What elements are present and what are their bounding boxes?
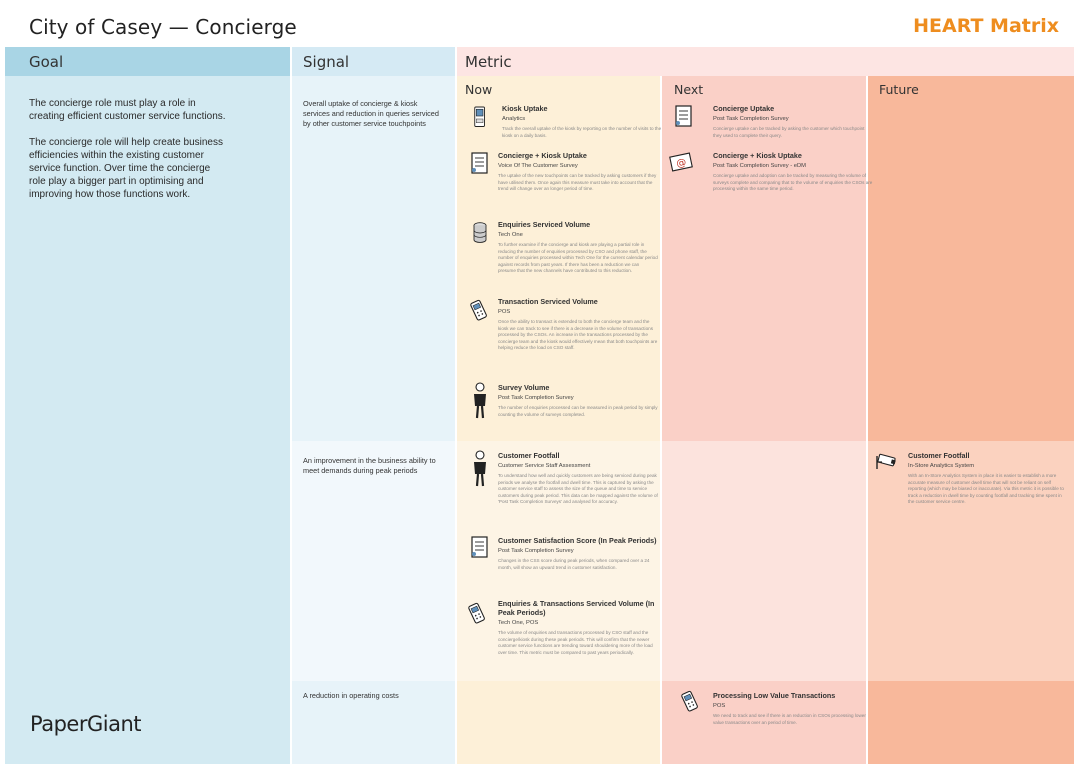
future-header: Future [879,82,919,97]
svg-text:@: @ [675,157,688,170]
metric-concierge-uptake [713,104,873,139]
metric-source: Analytics [502,116,526,122]
metric-enquiries-serviced-volume [498,220,658,275]
metric-source: POS [498,309,511,315]
metric-title: Customer Footfall [908,451,970,460]
metric-title: Enquiries & Transactions Serviced Volume (In Peak Periods) [498,599,655,617]
pos-terminal-icon [467,601,487,625]
kiosk-icon [470,104,490,128]
metric-title: Processing Low Value Transactions [713,691,836,700]
database-icon [470,221,490,245]
metric-customer-footfall-future [908,451,1068,506]
metric-description: The uptake of the new touchpoints can be tracked by asking customers if they have utilised them. Once again this measure must take into account that the trend will change over an longer period of time. [498,173,657,192]
metric-description: To further examine if the concierge and kiosk are playing a partial role in reducing the number of enquiries processed by CSO and phone staff, the number of enquiries processed within Tech One for the current calendar period against records from past years. If there has been a reduction we can presume that the new channels have contributed to this reduction. [498,242,658,274]
goal-description [29,97,229,214]
signal-header: Signal [303,53,350,71]
now-header: Now [465,82,493,97]
metric-header-band [457,47,1074,76]
metric-transaction-serviced-volume [498,297,658,352]
now-row-3 [457,681,660,764]
metric-description: To understand how well and quickly customers are being serviced during peak periods we analyse the footfall and dwell time. This is captured by asking the customer service staff to assess the size of the queue and time to service customers during peak period. This data can be mapped against the volume of 'Post Task Completion Surveys' and analysed for accuracy. [498,473,658,505]
goal-paragraph-2: The concierge role will help create business efficiencies within the existing customer service function. Over time the concierge role play a bigger part in optimising and improving how those functions work. [29,137,223,200]
goal-paragraph-1: The concierge role must play a role in creating efficient customer service functions. [29,98,226,122]
metric-source: Post Task Completion Survey [498,395,574,401]
future-row-3 [868,681,1074,764]
metric-description: Track the overall uptake of the kiosk by reporting on the number of visits to the kiosk on a daily basis. [502,126,662,138]
metric-source: Tech One [498,232,523,238]
metric-title: Customer Footfall [498,451,560,460]
metric-survey-volume [498,383,658,418]
metric-source: In-Store Analytics System [908,463,975,469]
metric-title: Customer Satisfaction Score (In Peak Periods) [498,536,657,545]
metric-customer-satisfaction-score [498,536,658,571]
metric-enquiries-transactions-peak [498,599,656,656]
metric-title: Enquiries Serviced Volume [498,220,591,229]
metric-title: Survey Volume [498,383,550,392]
metric-source: Tech One, POS [498,620,539,626]
metric-header: Metric [465,53,512,71]
signal-3: A reduction in operating costs [303,691,399,700]
metric-description: With an In-Store Analytics System in place it is easier to establish a more accurate measure of customer dwell time that will not be reliant on self reporting (which may be biased or inaccurate). Via this metric it is possible to track a reduction in dwell time by counting footfall and tracking time spent in the customer service centre. [908,473,1064,505]
metric-kiosk-uptake [502,104,662,139]
pos-terminal-icon [469,298,489,322]
metric-title: Transaction Serviced Volume [498,297,598,306]
metric-description: Once the ability to transact is extended to both the concierge team and the kiosk we can track to see if there is a decrease in the volume of transactions processed by the CSOs. An increase in the transactions processed by the concierge team and the kiosk would effectively mean that both touchpoints are helping reduce the load on CSO staff. [498,319,658,351]
metric-concierge-kiosk-uptake [498,151,658,193]
goal-header: Goal [29,53,64,71]
signal-1: Overall uptake of concierge & kiosk services and reduction in queries serviced by other customer service touchpoints [303,99,439,128]
metric-title: Concierge Uptake [713,104,775,113]
survey-clipboard-icon [674,104,694,128]
metric-source: Voice Of The Customer Survey [498,163,578,169]
metric-low-value-transactions [713,691,873,726]
signal-2: An improvement in the business ability to meet demands during peak periods [303,456,436,475]
metric-title: Concierge + Kiosk Uptake [713,151,802,160]
papergiant-logo: PaperGiant [30,712,141,736]
metric-concierge-kiosk-uptake-edm [713,151,873,193]
metric-description: Concierge uptake and adoption can be tracked by measuring the volume of surveys complete and comparing that to the volume of enquiries the CSOs are processing within the same time period. [713,173,873,192]
metric-title: Kiosk Uptake [502,104,548,113]
concierge-person-icon [470,382,490,420]
staff-person-icon [470,450,490,488]
metric-title: Concierge + Kiosk Uptake [498,151,587,160]
metric-source: Post Task Completion Survey - eDM [713,163,806,169]
signal-row-2-band [292,441,455,681]
metric-source: Post Task Completion Survey [498,548,574,554]
metric-description: The volume of enquiries and transactions processed by CSO staff and the concierge/kiosk during these peak periods. This will confirm that the newer customer service functions are trending toward shouldering more of the load over time. This metric must be compared to past years periodically. [498,630,653,655]
survey-clipboard-icon [470,151,490,175]
metric-description: Concierge uptake can be tracked by asking the customer which touchpoint they used to complete their query. [713,126,865,138]
metric-description: Changes in the CSS score during peak periods, when compared over a 24 month, will show an upward trend in customer satisfaction. [498,558,650,570]
cctv-camera-icon [874,453,898,471]
metric-customer-footfall-now [498,451,658,506]
metric-source: Customer Service Staff Assessment [498,463,591,469]
metric-source: POS [713,703,726,709]
heart-matrix-label: HEART Matrix [913,15,1059,37]
next-header: Next [674,82,704,97]
email-survey-icon [669,150,693,174]
metric-description: We need to track and see if there is an reduction in CSOs processing lower value transactions over an period of time. [713,713,866,725]
next-row-2 [662,441,866,681]
pos-terminal-icon [680,689,700,713]
metric-description: The number of enquiries processed can be measured in peak period by simply counting the volume of surveys completed. [498,405,658,417]
survey-clipboard-icon [470,535,490,559]
page-title: City of Casey — Concierge [29,15,297,39]
future-row-1 [868,76,1074,441]
metric-source: Post Task Completion Survey [713,116,789,122]
